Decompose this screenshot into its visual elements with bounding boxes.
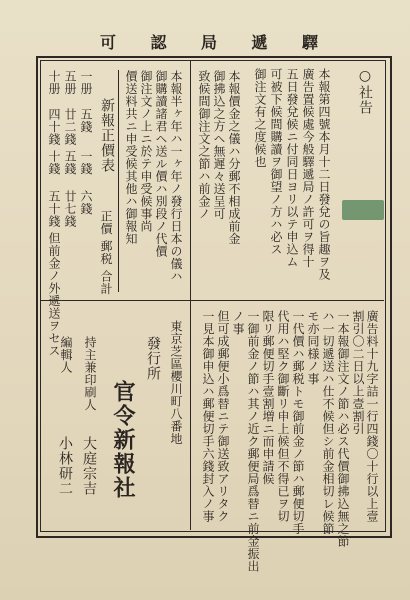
notice-title: ○社告 [357,68,373,115]
terms-col-9: 一御前金ノ節ハ其ノ近ク郵便局爲替ニ前金振出 [246,310,260,573]
terms-col-12: 一見本御申込ハ郵便切手六錢封入ノ事 [201,310,215,523]
divider-left-horizontal [40,300,190,301]
price-row-2-total: 廿七錢 [63,190,77,228]
header-char-1: 驛 [301,32,320,52]
terms-col-8: 限リ郵便切手壹割増ニ而申請候 [261,310,275,485]
price-header-postage: 郵税 [99,240,113,265]
notice-col-4: 可被下候間購讀ヲ御望ノ方ハ必ス [269,68,283,256]
terms-col-6: 一代價ハ郵税トモ御前金ノ節ハ郵便切手 [291,310,305,535]
divider-main [190,60,191,530]
box1-col-1: 本報價金之儀ハ分郵不相成前金 [227,70,241,245]
printer-name: 大庭宗吉 [81,436,97,496]
notice-col-2: 廣告置候處今般驛遞局ノ許可ヲ得十 [301,68,315,268]
box2-col-4: 價送料共ニ申受候其他ハ御報知 [124,70,138,245]
price-row-2-postage: 五錢 [63,150,77,175]
terms-col-4: ハ一切遞送ハ仕不候但シ前金相切レ候節 [321,310,335,535]
price-row-3-postage: 十錢 [47,150,61,175]
terms-col-3: 一本報御注文ノ節ハ必ス代價御拂込無之節 [336,310,350,548]
box2-col-2: 御購讀諸君ヘ送ル價ハ別段ノ代價 [154,70,168,258]
publisher-address: 東京芝區櫻川町八番地 [169,320,183,445]
price-header-total: 合計 [99,270,113,295]
postage-stamp [342,200,384,220]
box1-col-2: 御拂込之方ヘ無遲々送呈可 [212,70,226,220]
header-char-4: 認 [150,32,169,52]
terms-col-11: 但可成郵便小爲替ニテ御送致アリタク [216,310,230,523]
price-row-2-price: 廿二錢 [63,108,77,146]
price-row-3-price: 四十錢 [47,108,61,146]
price-table-title: 新報正價表 [99,98,115,173]
box2-col-3: 御注文ノ上ニ於テ申受候事尚 [139,70,153,233]
terms-col-1: 廣告料十九字詰一行四錢〇十行以上壹 [365,310,379,523]
editor-label: 編輯人 [59,336,73,374]
price-row-1-price: 五錢 [79,108,93,133]
price-row-3-label: 十册 [47,70,61,95]
price-row-1-postage: 一錢 [79,150,93,175]
price-row-2-label: 五册 [63,70,77,95]
header-char-5: 可 [100,32,119,52]
divider-right-horizontal [190,300,384,301]
page-header [100,30,320,52]
header-char-2: 遞 [251,32,270,52]
header-char-3: 局 [201,32,220,52]
notice-col-3: 五日發兌候ニ付同日ヨリ以テ申込ム [285,68,299,268]
box-divider [118,70,119,292]
publisher-name: 官令新報社 [110,380,136,500]
terms-col-5: モ亦同様ノ事 [306,310,320,385]
price-footnote: 但前金ノ外遞送ヲセス [47,232,61,357]
price-row-1-label: 一册 [79,70,93,95]
terms-col-10: ノ事 [231,310,245,335]
printer-label: 持主兼印刷人 [83,336,97,411]
box2-col-1: 本報半ヶ年ハ一ヶ年ノ發行日本の儀ハ [169,70,183,283]
notice-col-1: 本報第四號本月十二日發兌の旨趣ヲ及 [317,68,331,281]
editor-name: 小林研二 [57,436,73,496]
price-header-price: 正價 [99,210,113,235]
price-row-1-total: 六錢 [79,190,93,215]
publisher-label: 發行所 [145,336,161,381]
box1-col-3: 致候間御注文之節ハ前金ノ [197,70,211,220]
terms-col-2: 割引〇二日以上壹割引 [351,310,365,435]
terms-col-7: 代用ハ堅ク御斷リ申上候但不得已ヲ切 [276,310,290,523]
price-row-3-total: 五十錢 [47,190,61,228]
notice-col-5: 御注文有之度候也 [253,68,267,168]
